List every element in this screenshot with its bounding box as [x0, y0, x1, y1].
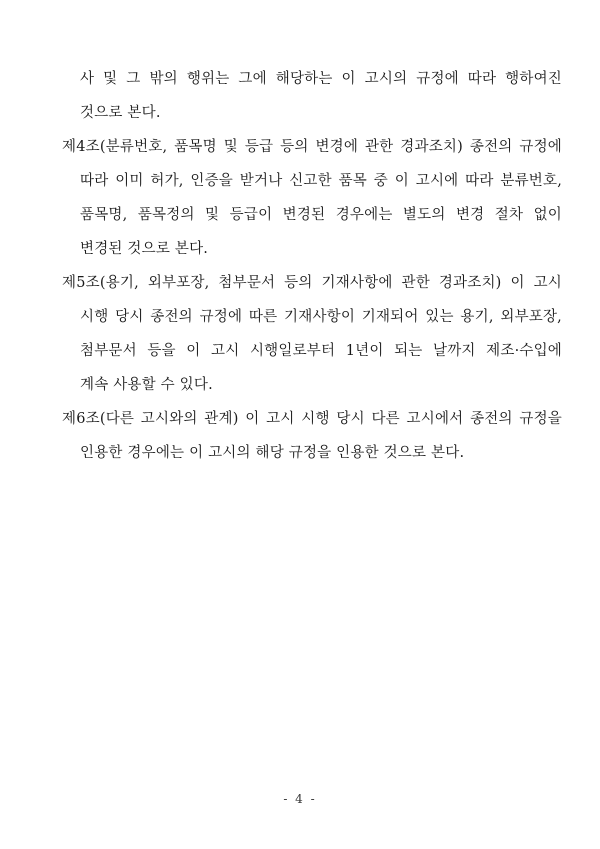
document-body — [62, 62, 562, 470]
article-heading-line: 제6조(다른 고시와의 관계) 이 고시 시행 당시 다른 고시에서 종전의 규정을 — [62, 411, 562, 427]
text-line: 변경된 것으로 본다. — [80, 241, 209, 257]
text-line: 사 및 그 밖의 행위는 그에 해당하는 이 고시의 규정에 따라 행하여진 — [80, 71, 562, 87]
text-line: 인용한 경우에는 이 고시의 해당 규정을 인용한 것으로 본다. — [80, 445, 465, 461]
text-line: 시행 당시 종전의 규정에 따른 기재사항이 기재되어 있는 용기, 외부포장, — [80, 309, 562, 325]
text-line: 따라 이미 허가, 인증을 받거나 신고한 품목 중 이 고시에 따라 분류번호, — [80, 173, 562, 189]
article-6 — [62, 402, 562, 470]
article-4 — [62, 130, 562, 266]
text-line: 것으로 본다. — [80, 105, 161, 121]
text-line: 계속 사용할 수 있다. — [80, 377, 213, 393]
article-heading-line: 제5조(용기, 외부포장, 첨부문서 등의 기재사항에 관한 경과조치) 이 고시 — [62, 275, 562, 291]
page-number: - 4 - — [283, 792, 317, 806]
article-5 — [62, 266, 562, 402]
lead-paragraph — [62, 62, 562, 130]
article-heading-line: 제4조(분류번호, 품목명 및 등급 등의 변경에 관한 경과조치) 종전의 규정에 — [62, 139, 562, 155]
text-line: 첨부문서 등을 이 고시 시행일로부터 1년이 되는 날까지 제조·수입에 — [80, 343, 562, 359]
text-line: 품목명, 품목정의 및 등급이 변경된 경우에는 별도의 변경 절차 없이 — [80, 207, 562, 223]
